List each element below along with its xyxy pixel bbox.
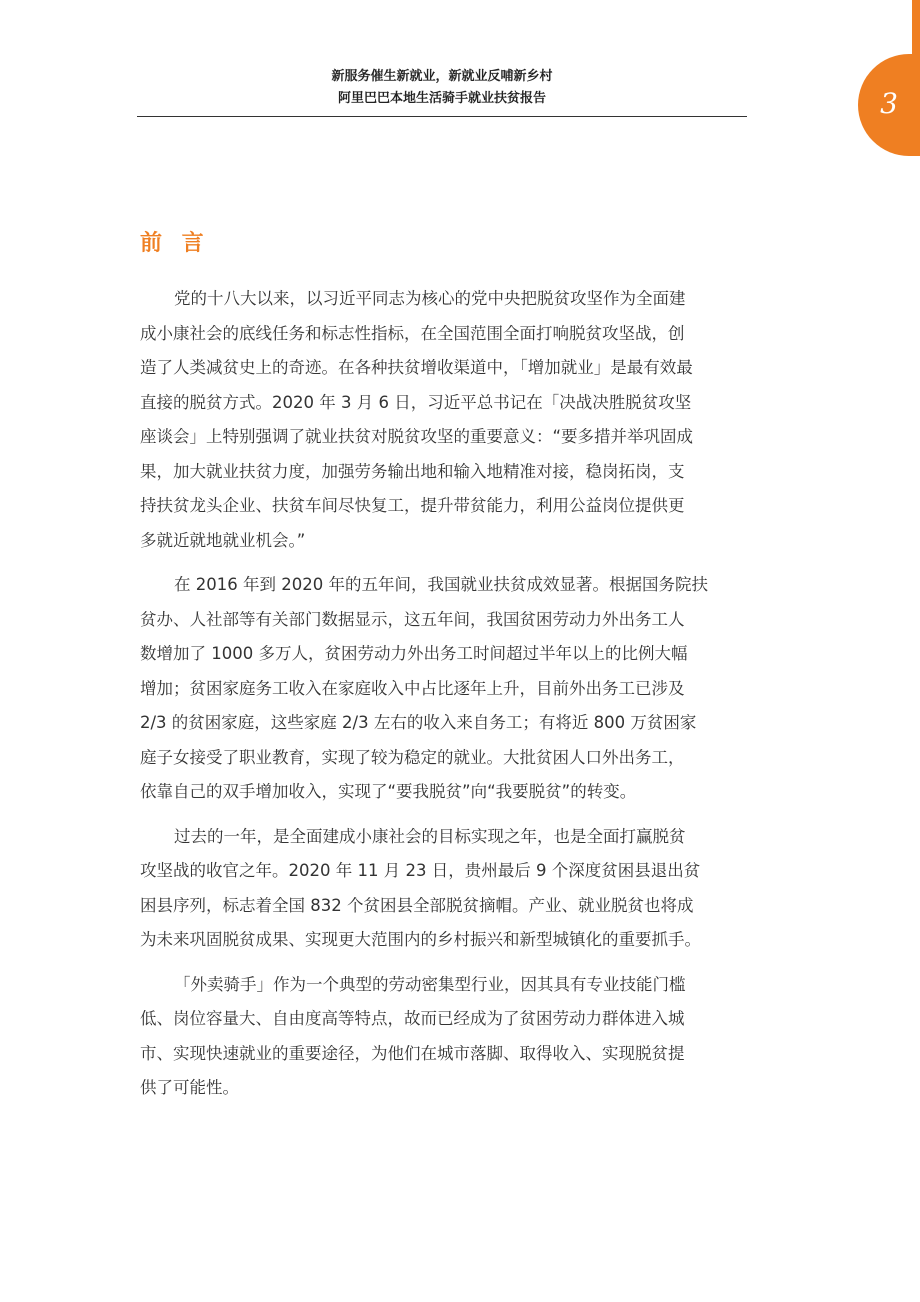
paragraph-1 bbox=[140, 282, 752, 558]
text-line: 党的十八大以来，以习近平同志为核心的党中央把脱贫攻坚作为全面建 bbox=[174, 289, 686, 308]
paragraph-4 bbox=[140, 968, 752, 1106]
text-line: 市、实现快速就业的重要途径，为他们在城市落脚、取得收入、实现脱贫提 bbox=[140, 1043, 685, 1063]
text-line: 增加；贫困家庭务工收入在家庭收入中占比逐年上升，目前外出务工已涉及 bbox=[140, 678, 685, 698]
text-line: 过去的一年，是全面建成小康社会的目标实现之年，也是全面打赢脱贫 bbox=[174, 826, 686, 846]
text-line: 持扶贫龙头企业、扶贫车间尽快复工，提升带贫能力，利用公益岗位提供更 bbox=[140, 496, 685, 515]
text-line: 座谈会」上特别强调了就业扶贫对脱贫攻坚的重要意义：“要多措并举巩固成 bbox=[140, 427, 694, 446]
text-line: 多就近就地就业机会。” bbox=[140, 530, 306, 550]
text-line: 低、岗位容量大、自由度高等特点，故而已经成为了贫困劳动力群体进入城 bbox=[140, 1009, 685, 1028]
text-line: 直接的脱贫方式。2020 年 3 月 6 日，习近平总书记在「决战决胜脱贫攻坚 bbox=[140, 392, 692, 412]
text-line: 成小康社会的底线任务和标志性指标，在全国范围全面打响脱贫攻坚战，创 bbox=[140, 323, 685, 343]
text-line: 造了人类减贫史上的奇迹。在各种扶贫增收渠道中，「增加就业」是最有效最 bbox=[140, 358, 693, 377]
text-line: 在 2016 年到 2020 年的五年间，我国就业扶贫成效显著。根据国务院扶 bbox=[174, 575, 708, 594]
section-title: 前 言 bbox=[140, 231, 210, 256]
text-line: 困县序列，标志着全国 832 个贫困县全部脱贫摘帽。产业、就业脱贫也将成 bbox=[140, 895, 694, 915]
text-line: 2/3 的贫困家庭，这些家庭 2/3 左右的收入来自务工；有将近 800 万贫困家 bbox=[140, 713, 697, 732]
header-subtitle: 阿里巴巴本地生活骑手就业扶贫报告 bbox=[337, 91, 546, 106]
text-line: 果，加大就业扶贫力度，加强劳务输出地和输入地精准对接，稳岗拓岗，支 bbox=[140, 461, 685, 481]
paragraph-2 bbox=[140, 568, 752, 810]
text-line: 数增加了 1000 多万人，贫困劳动力外出务工时间超过半年以上的比例大幅 bbox=[140, 644, 688, 663]
text-line: 「外卖骑手」作为一个典型的劳动密集型行业，因其具有专业技能门槛 bbox=[174, 974, 686, 994]
text-line: 攻坚战的收官之年。2020 年 11 月 23 日，贵州最后 9 个深度贫困县退出贫 bbox=[140, 861, 701, 880]
text-line: 供了可能性。 bbox=[140, 1078, 239, 1097]
text-line: 贫办、人社部等有关部门数据显示，这五年间，我国贫困劳动力外出务工人 bbox=[140, 609, 685, 629]
page-number: 3 bbox=[880, 87, 898, 120]
text-line: 为未来巩固脱贫成果、实现更大范围内的乡村振兴和新型城镇化的重要抓手。 bbox=[140, 930, 701, 949]
body-text bbox=[140, 282, 752, 1116]
text-line: 依靠自己的双手增加收入，实现了“要我脱贫”向“我要脱贫”的转变。 bbox=[140, 782, 637, 801]
header-divider bbox=[137, 116, 747, 117]
text-line: 庭子女接受了职业教育，实现了较为稳定的就业。大批贫困人口外出务工， bbox=[140, 747, 685, 767]
paragraph-3 bbox=[140, 820, 752, 958]
header-title: 新服务催生新就业，新就业反哺新乡村 bbox=[331, 69, 553, 84]
running-header bbox=[137, 66, 747, 110]
